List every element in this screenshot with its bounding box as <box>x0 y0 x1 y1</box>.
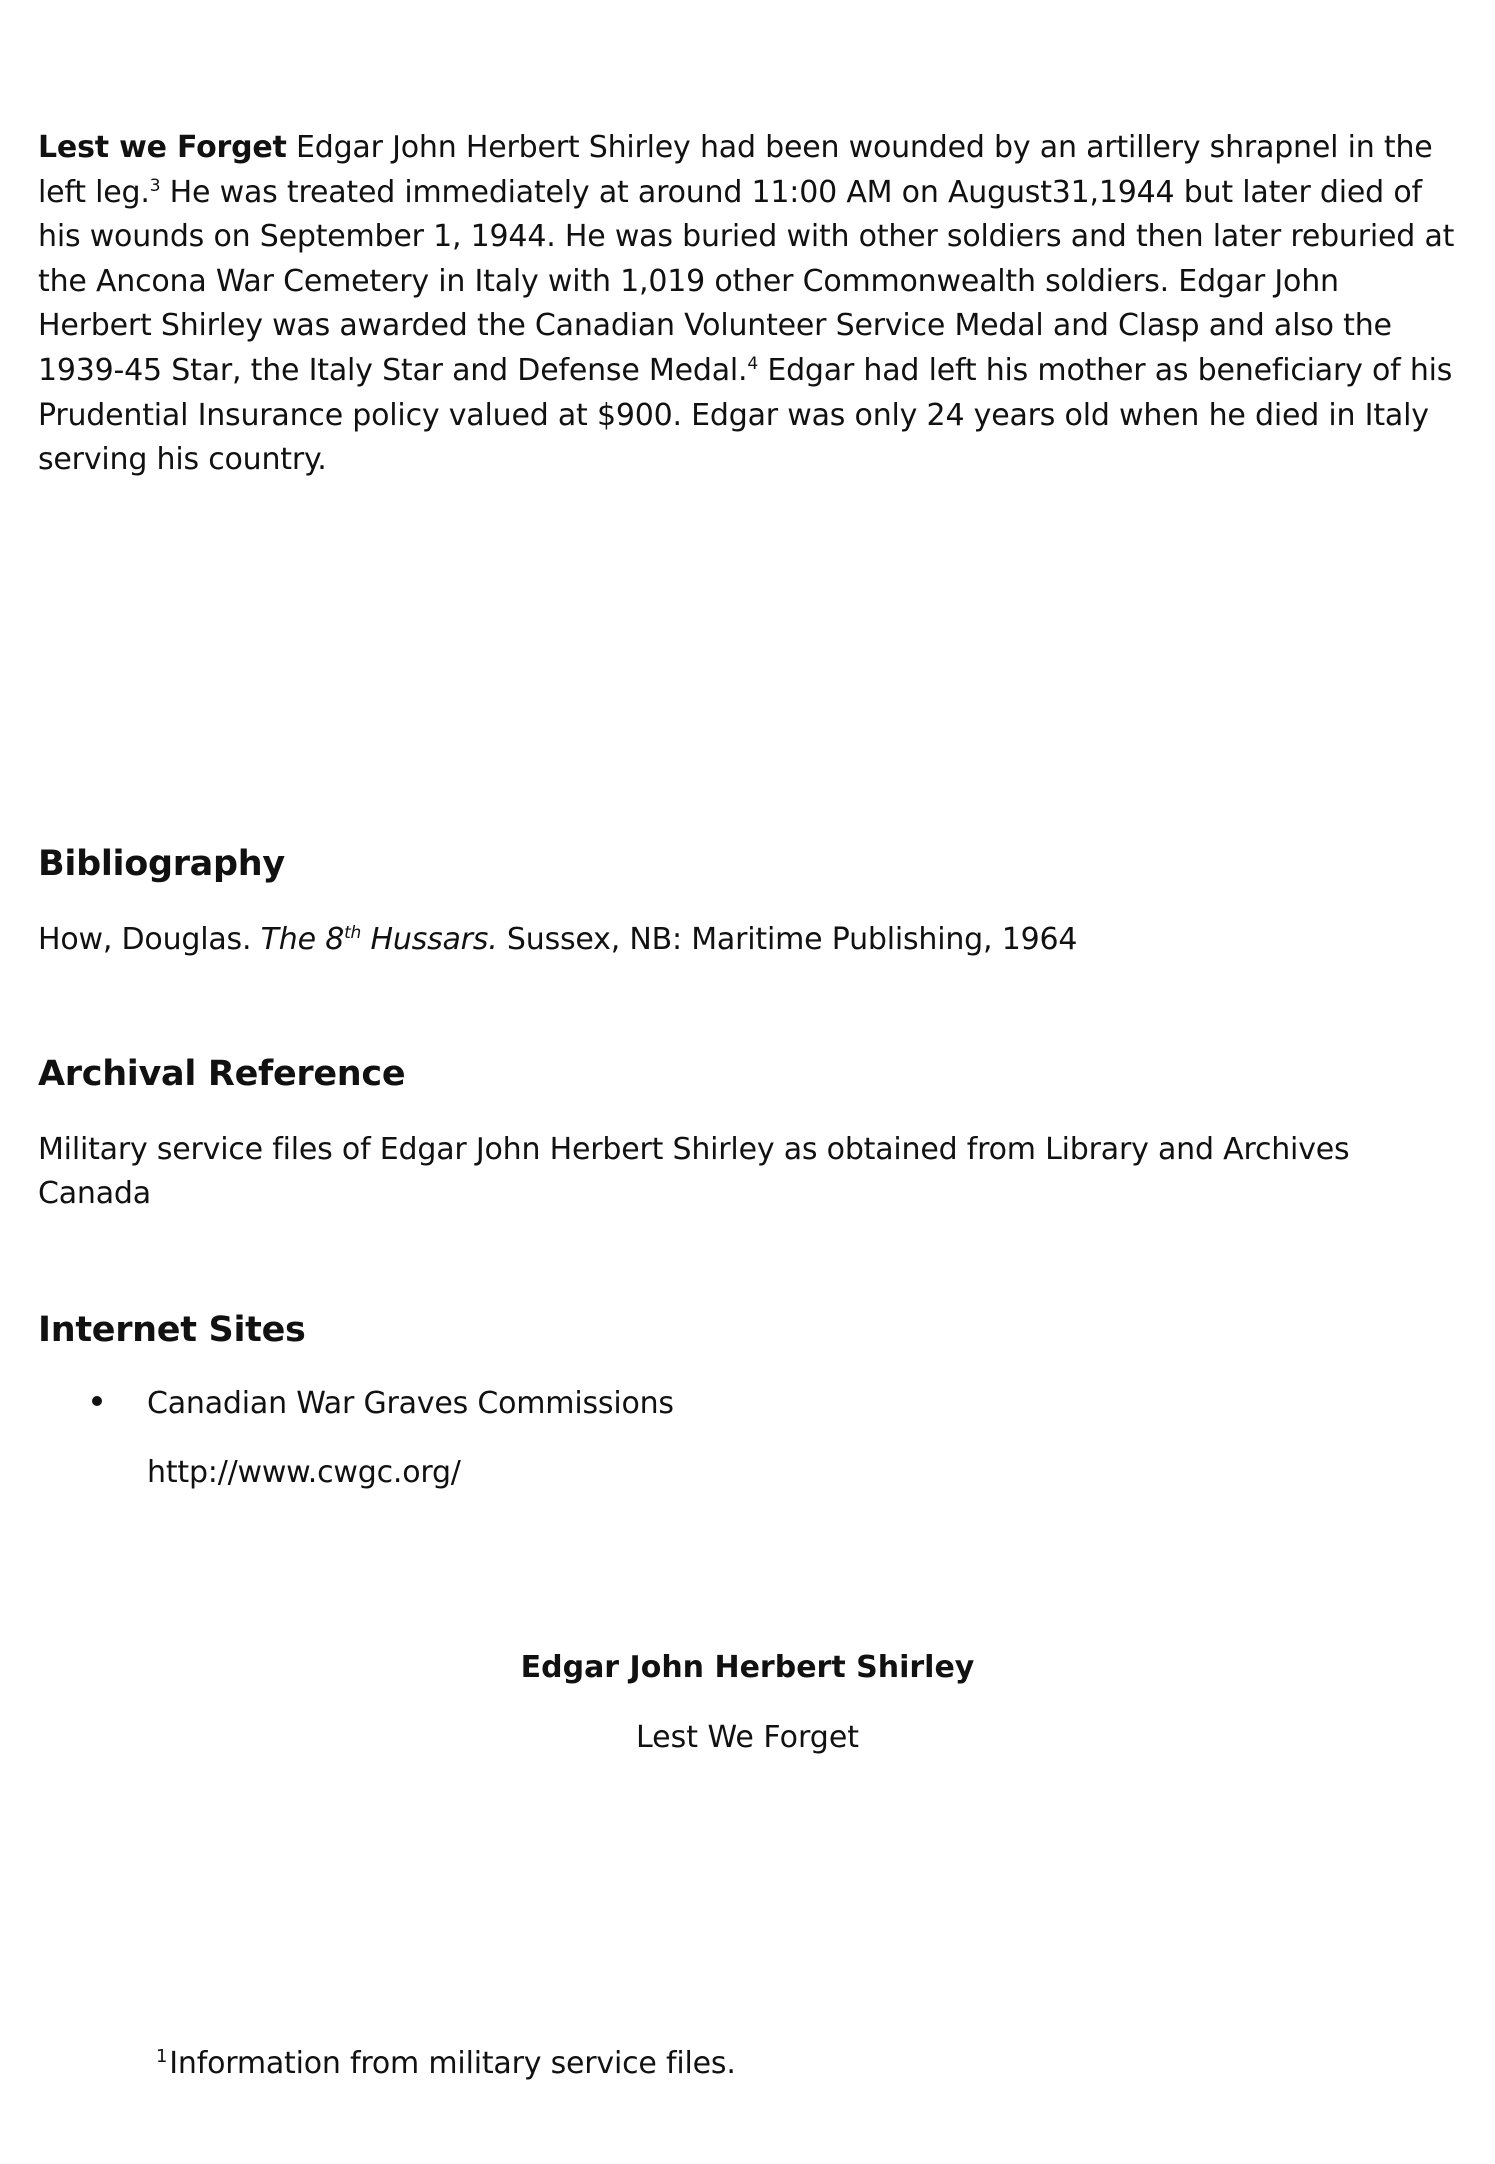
bibliography-title-pre: The 8 <box>260 922 345 957</box>
intro-lead: Lest we Forget <box>38 130 287 165</box>
bibliography-entry <box>38 918 1077 962</box>
footnote-number: 1 <box>156 2046 168 2067</box>
intro-text-1: Edgar John Herbert Shirley had been wounded by an artillery shrapnel in the left leg. <box>38 130 1433 210</box>
bibliography-title <box>261 922 498 957</box>
bibliography-title-post: Hussars. <box>361 922 498 957</box>
footnote <box>156 2046 736 2081</box>
closing-name: Edgar John Herbert Shirley <box>520 1650 975 1685</box>
bibliography-title-sup: th <box>344 923 362 943</box>
footnote-text: Information from military service files. <box>169 2046 736 2081</box>
footnote-ref-3[interactable]: 3 <box>149 175 161 196</box>
internet-heading: Internet Sites <box>38 1310 306 1350</box>
bibliography-publisher: Sussex, NB: Maritime Publishing, 1964 <box>497 922 1078 957</box>
bibliography-author: How, Douglas. <box>38 922 261 957</box>
internet-item-label: Canadian War Graves Commissions <box>147 1386 674 1421</box>
intro-text-2: He was treated immediately at around 11:00 AM on August31,1944 but later died of his wounds on September 1, 1944. He was buried with other soldiers and then later reburied at the Ancona War Cemetery in Italy with 1,019 other Commonwealth soldiers. Edgar John Herbert Shirley was awarded the Canadian Volunteer Service Medal and Clasp and also the 1939-45 Star, the Italy Star and Defense Medal. <box>38 174 1455 388</box>
internet-item-url[interactable]: http://www.cwgc.org/ <box>147 1455 461 1490</box>
intro-paragraph <box>38 126 1458 483</box>
bullet-icon <box>92 1396 102 1406</box>
closing-motto: Lest We Forget <box>635 1720 860 1755</box>
archival-heading: Archival Reference <box>38 1054 406 1094</box>
bibliography-heading: Bibliography <box>38 844 285 884</box>
archival-text: Military service files of Edgar John Herbert Shirley as obtained from Library and Archives Canada <box>38 1132 1350 1211</box>
footnote-ref-4[interactable]: 4 <box>747 353 758 374</box>
intro-text-3: Edgar had left his mother as beneficiary of his Prudential Insurance policy valued at $900. Edgar was only 24 years old when he died in Italy serving his country. <box>38 352 1453 478</box>
